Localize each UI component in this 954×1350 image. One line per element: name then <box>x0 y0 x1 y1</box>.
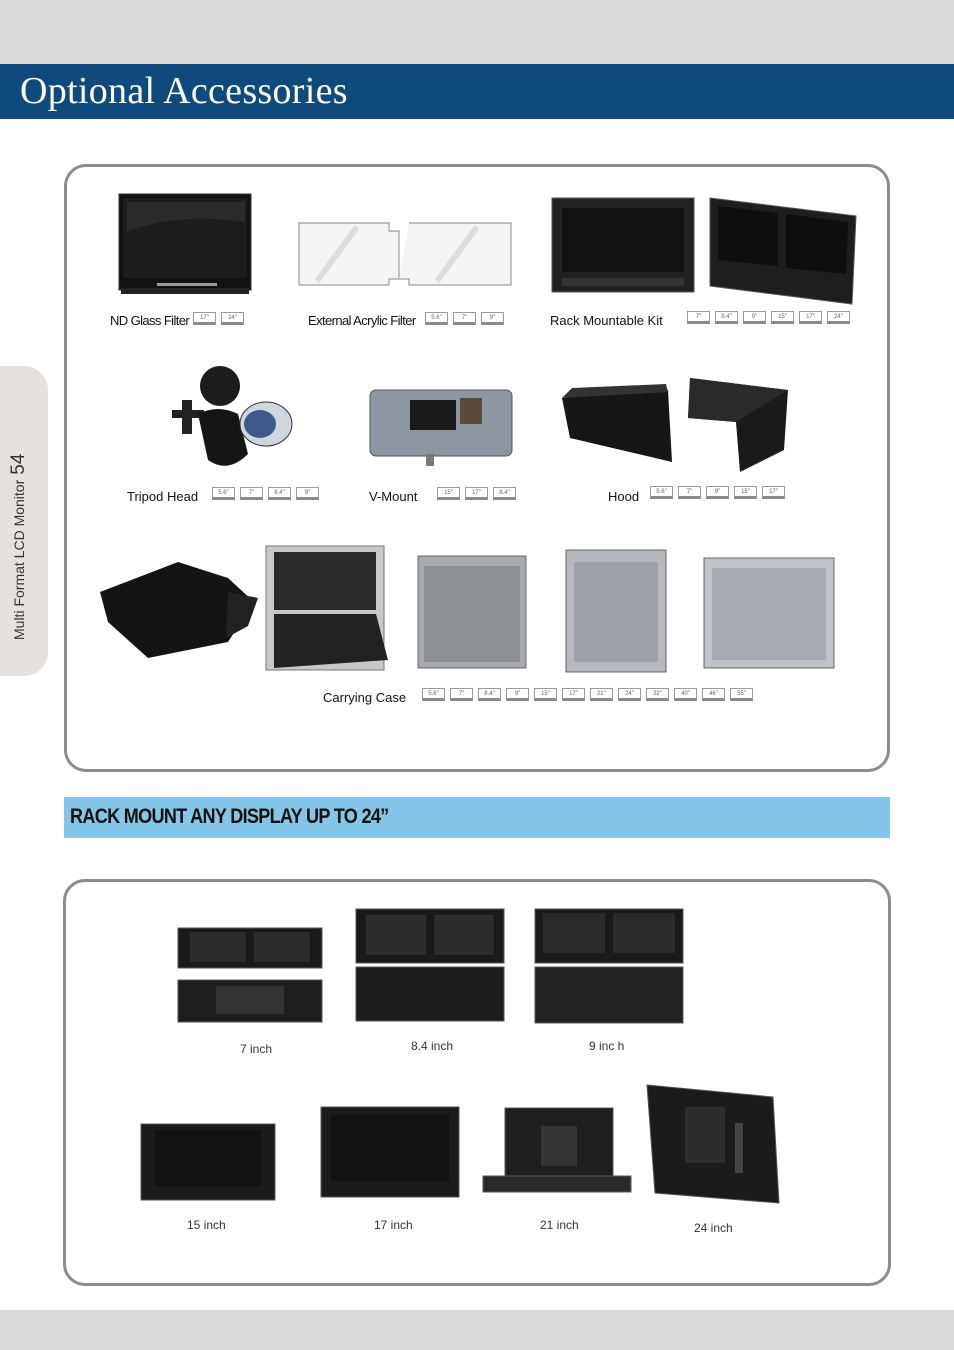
size-chip: 32" <box>646 688 669 701</box>
size-chip: 15" <box>534 688 557 701</box>
size-chip: 17" <box>465 487 488 500</box>
size-chip: 7" <box>240 487 263 500</box>
rack-15-inch-image <box>139 1122 277 1202</box>
tripod-head-image <box>168 364 296 474</box>
rack-17-inch-image <box>319 1105 461 1199</box>
rack-caption-7-inch: 7 inch <box>240 1042 273 1056</box>
size-chip: 8.4" <box>478 688 501 701</box>
size-chip: 7" <box>678 486 701 499</box>
rack-caption-9-inch: 9 inc h <box>589 1039 625 1053</box>
v-mount-image <box>366 388 516 468</box>
size-chip: 24" <box>618 688 641 701</box>
size-chip: 5.6" <box>650 486 673 499</box>
rack-7-inch-image <box>176 926 324 1024</box>
size-chips-nd-glass-filter <box>193 312 244 325</box>
rack-caption-17-inch: 17 inch <box>374 1218 413 1232</box>
size-chips-v-mount <box>437 487 516 500</box>
accessory-label-external-acrylic-filter: External Acrylic Filter <box>308 313 416 328</box>
size-chips-tripod-head <box>212 487 319 500</box>
size-chip: 8.4" <box>268 487 291 500</box>
size-chip: 17" <box>562 688 585 701</box>
size-chips-hood <box>650 486 785 499</box>
size-chip: 24" <box>221 312 244 325</box>
size-chip: 9" <box>506 688 529 701</box>
size-chip: 5.6" <box>422 688 445 701</box>
carrying-case-images <box>98 542 838 678</box>
rack-8-4-inch-image <box>354 907 506 1023</box>
size-chip: 17" <box>799 311 822 324</box>
page-number: 54 <box>8 453 29 475</box>
rack-section-heading: RACK MOUNT ANY DISPLAY UP TO 24” <box>70 805 389 828</box>
size-chip: 17" <box>762 486 785 499</box>
title-bar <box>0 64 954 119</box>
rack-caption-21-inch: 21 inch <box>540 1218 579 1232</box>
rack-24-inch-image <box>645 1083 781 1207</box>
size-chip: 9" <box>296 487 319 500</box>
external-acrylic-filter-image <box>297 221 515 287</box>
rack-mountable-kit-image <box>550 196 862 308</box>
accessory-label-tripod-head: Tripod Head <box>127 489 199 504</box>
size-chip: 55" <box>730 688 753 701</box>
nd-glass-filter-image <box>117 192 255 298</box>
size-chip: 15" <box>734 486 757 499</box>
size-chip: 9" <box>743 311 766 324</box>
size-chips-external-acrylic-filter <box>425 312 504 325</box>
size-chips-rack-mountable-kit <box>687 311 850 324</box>
size-chip: 5.6" <box>212 487 235 500</box>
side-label-text: Multi Format LCD Monitor <box>11 479 27 640</box>
size-chip: 17" <box>193 312 216 325</box>
size-chip: 40" <box>674 688 697 701</box>
size-chip: 9" <box>706 486 729 499</box>
accessory-label-rack-mountable-kit: Rack Mountable Kit <box>550 313 663 328</box>
hood-image <box>558 374 792 476</box>
bottom-band <box>0 1310 954 1350</box>
size-chip: 24" <box>827 311 850 324</box>
rack-caption-8-4-inch: 8.4 inch <box>411 1039 454 1053</box>
accessory-label-hood: Hood <box>608 489 640 504</box>
size-chip: 15" <box>771 311 794 324</box>
page-title: Optional Accessories <box>20 70 348 112</box>
size-chip: 7" <box>450 688 473 701</box>
accessory-label-v-mount: V-Mount <box>369 489 418 504</box>
size-chip: 7" <box>687 311 710 324</box>
top-band <box>0 0 954 64</box>
size-chip: 5.6" <box>425 312 448 325</box>
size-chip: 8.4" <box>715 311 738 324</box>
rack-caption-24-inch: 24 inch <box>694 1221 733 1235</box>
size-chip: 7" <box>453 312 476 325</box>
rack-section-heading-band <box>64 797 890 838</box>
rack-9-inch-image <box>533 907 685 1025</box>
size-chip: 46" <box>702 688 725 701</box>
size-chip: 9" <box>481 312 504 325</box>
size-chip: 8.4" <box>493 487 516 500</box>
rack-21-inch-image <box>481 1106 633 1194</box>
side-label <box>8 368 30 640</box>
accessory-label-nd-glass-filter: ND Glass Filter <box>110 313 190 328</box>
size-chips-carrying-case <box>422 688 753 701</box>
accessory-label-carrying-case: Carrying Case <box>323 690 407 705</box>
size-chip: 21" <box>590 688 613 701</box>
size-chip: 15" <box>437 487 460 500</box>
rack-caption-15-inch: 15 inch <box>187 1218 226 1232</box>
